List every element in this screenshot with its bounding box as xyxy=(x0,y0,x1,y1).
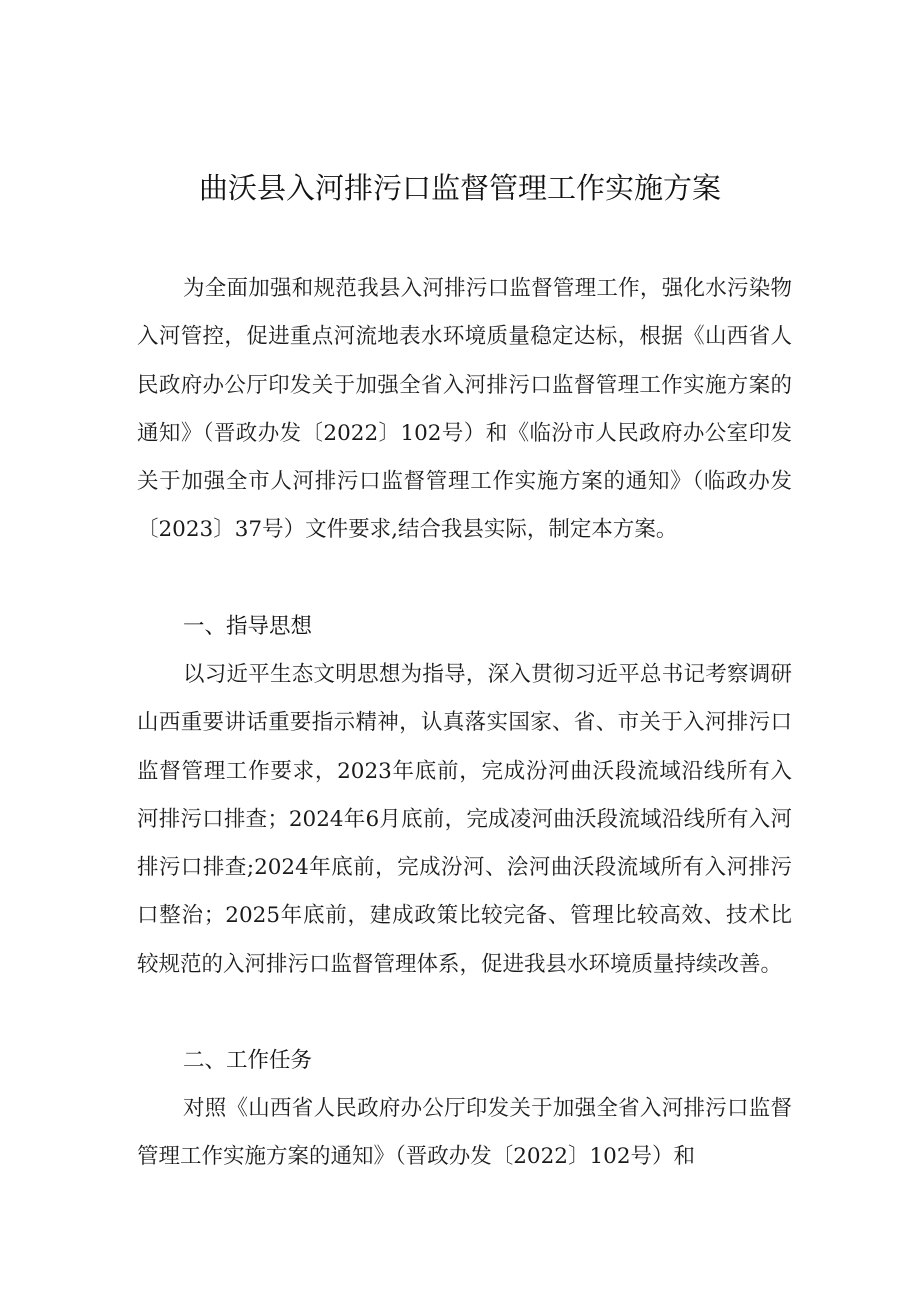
intro-paragraph: 为全面加强和规范我县入河排污口监督管理工作，强化水污染物入河管控，促进重点河流地表水环境质量稳定达标，根据《山西省人民政府办公厅印发关于加强全省入河排污口监督管理工作实施方案的通知》（晋政办发〔2022〕102号）和《临汾市人民政府办公室印发关于加强全市人河排污口监督管理工作实施方案的通知》（临政办发〔2023〕37号）文件要求,结合我县实际，制定本方案。 xyxy=(137,276,792,543)
work-tasks-paragraph: 对照《山西省人民政府办公厅印发关于加强全省入河排污口监督管理工作实施方案的通知》（晋政办发〔2022〕102号）和 xyxy=(137,1096,792,1170)
section-heading-work-tasks: 二、工作任务 xyxy=(183,1048,313,1073)
guiding-ideology-paragraph: 以习近平生态文明思想为指导，深入贯彻习近平总书记考察调研山西重要讲话重要指示精神，认真落实国家、省、市关于入河排污口监督管理工作要求，2023年底前，完成汾河曲沃段流域沿线所有入河排污口排查；2024年6月底前，完成凌河曲沃段流域沿线所有入河排污口排查;2024年底前，完成汾河、浍河曲沃段流域所有入河排污口整治；2025年底前，建成政策比较完备、管理比较高效、技术比较规范的入河排污口监督管理体系，促进我县水环境质量持续改善。 xyxy=(137,662,792,977)
section-heading-guiding-ideology: 一、指导思想 xyxy=(183,614,313,639)
document-title: 曲沃县入河排污口监督管理工作实施方案 xyxy=(198,171,721,205)
